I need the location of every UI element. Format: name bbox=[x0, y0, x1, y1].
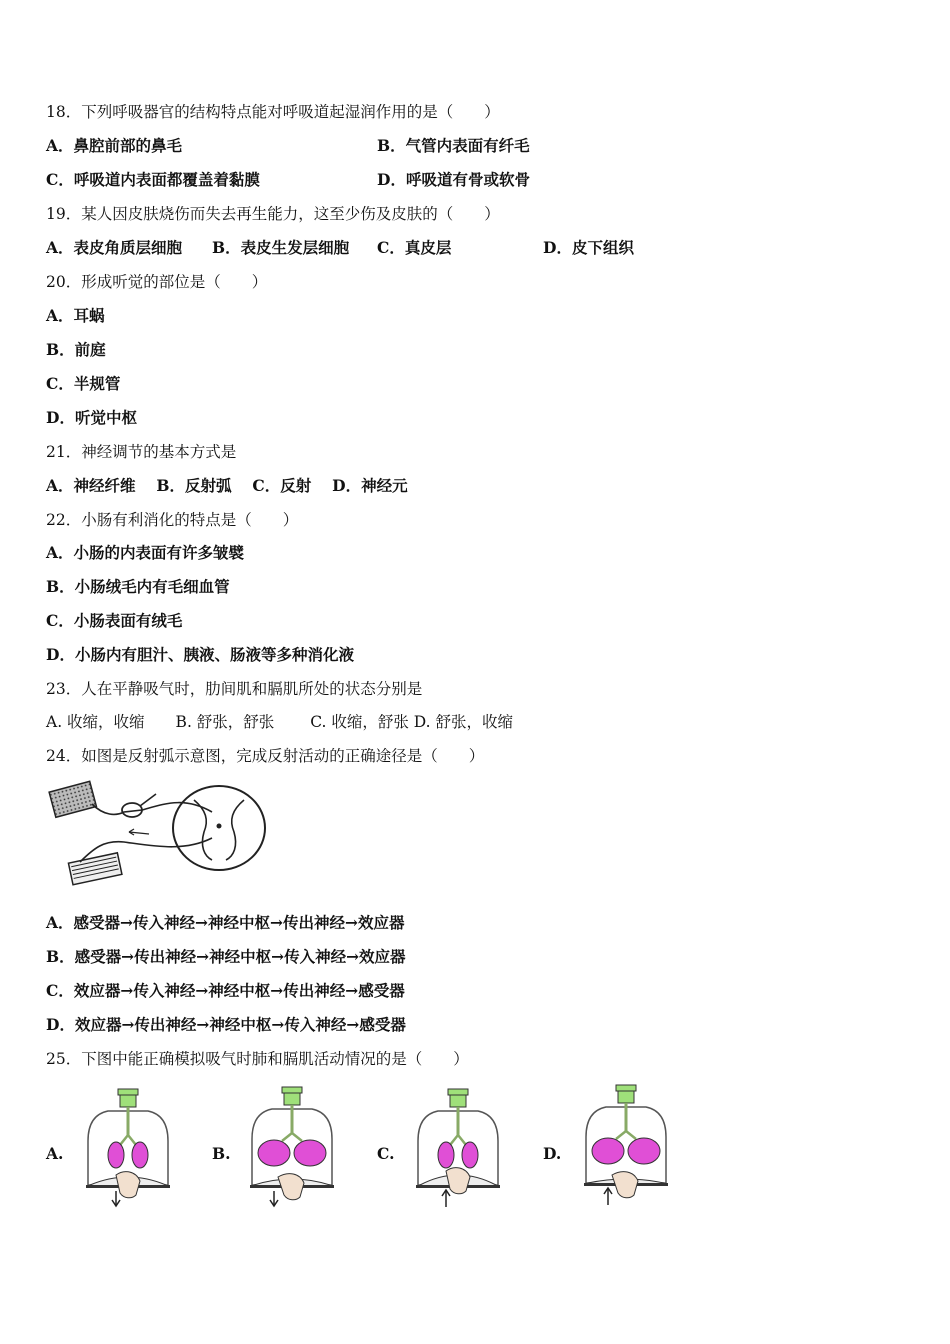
bell-jar-model-a-icon bbox=[80, 1085, 176, 1211]
q19-option-b: B．表皮生发层细胞 bbox=[212, 238, 350, 257]
q18-option-b: B．气管内表面有纤毛 bbox=[377, 136, 530, 155]
q23-stem: 23．人在平静吸气时，肋间肌和膈肌所处的状态分别是 bbox=[46, 680, 423, 698]
q25-label-d: D. bbox=[543, 1144, 562, 1163]
q22-stem: 22．小肠有利消化的特点是（ ） bbox=[46, 511, 299, 529]
q24-stem: 24．如图是反射弧示意图，完成反射活动的正确途径是（ ） bbox=[46, 747, 485, 765]
q18-option-a: A．鼻腔前部的鼻毛 bbox=[46, 136, 183, 155]
q19-option-a: A．表皮角质层细胞 bbox=[46, 238, 183, 257]
q18-option-d: D．呼吸道有骨或软骨 bbox=[377, 170, 530, 189]
q20-option-a: A．耳蜗 bbox=[46, 306, 105, 325]
q20-option-d: D．听觉中枢 bbox=[46, 408, 137, 427]
bell-jar-model-d-icon bbox=[578, 1081, 674, 1209]
q25-label-b: B. bbox=[212, 1144, 231, 1163]
q22-option-b: B．小肠绒毛内有毛细血管 bbox=[46, 577, 230, 596]
q18-option-c: C．呼吸道内表面都覆盖着黏膜 bbox=[46, 170, 260, 189]
q21-stem: 21．神经调节的基本方式是 bbox=[46, 443, 237, 461]
q21-options: A．神经纤维 B．反射弧 C．反射 D．神经元 bbox=[46, 476, 408, 495]
q19-option-c: C．真皮层 bbox=[377, 238, 452, 257]
q19-option-d: D．皮下组织 bbox=[543, 238, 634, 257]
q20-option-b: B．前庭 bbox=[46, 340, 106, 359]
reflex-arc-diagram-icon bbox=[44, 776, 270, 888]
q25-stem: 25．下图中能正确模拟吸气时肺和膈肌活动情况的是（ ） bbox=[46, 1050, 469, 1068]
q18-stem: 18．下列呼吸器官的结构特点能对呼吸道起湿润作用的是（ ） bbox=[46, 103, 500, 121]
q24-option-b: B．感受器→传出神经→神经中枢→传入神经→效应器 bbox=[46, 947, 406, 966]
q22-option-c: C．小肠表面有绒毛 bbox=[46, 611, 183, 630]
q20-stem: 20．形成听觉的部位是（ ） bbox=[46, 273, 268, 291]
q20-option-c: C．半规管 bbox=[46, 374, 121, 393]
bell-jar-model-b-icon bbox=[244, 1083, 340, 1211]
q25-label-a: A. bbox=[46, 1144, 64, 1163]
q24-option-a: A．感受器→传入神经→神经中枢→传出神经→效应器 bbox=[46, 913, 405, 932]
q23-options: A. 收缩，收缩 B. 舒张，舒张 C. 收缩，舒张 D. 舒张，收缩 bbox=[46, 713, 514, 731]
bell-jar-model-c-icon bbox=[410, 1085, 506, 1211]
q24-option-d: D．效应器→传出神经→神经中枢→传入神经→感受器 bbox=[46, 1015, 406, 1034]
q19-stem: 19．某人因皮肤烧伤而失去再生能力，这至少伤及皮肤的（ ） bbox=[46, 205, 500, 223]
q24-option-c: C．效应器→传入神经→神经中枢→传出神经→感受器 bbox=[46, 981, 405, 1000]
q25-label-c: C. bbox=[377, 1144, 395, 1163]
q22-option-a: A．小肠的内表面有许多皱襞 bbox=[46, 543, 245, 562]
q22-option-d: D．小肠内有胆汁、胰液、肠液等多种消化液 bbox=[46, 645, 354, 664]
